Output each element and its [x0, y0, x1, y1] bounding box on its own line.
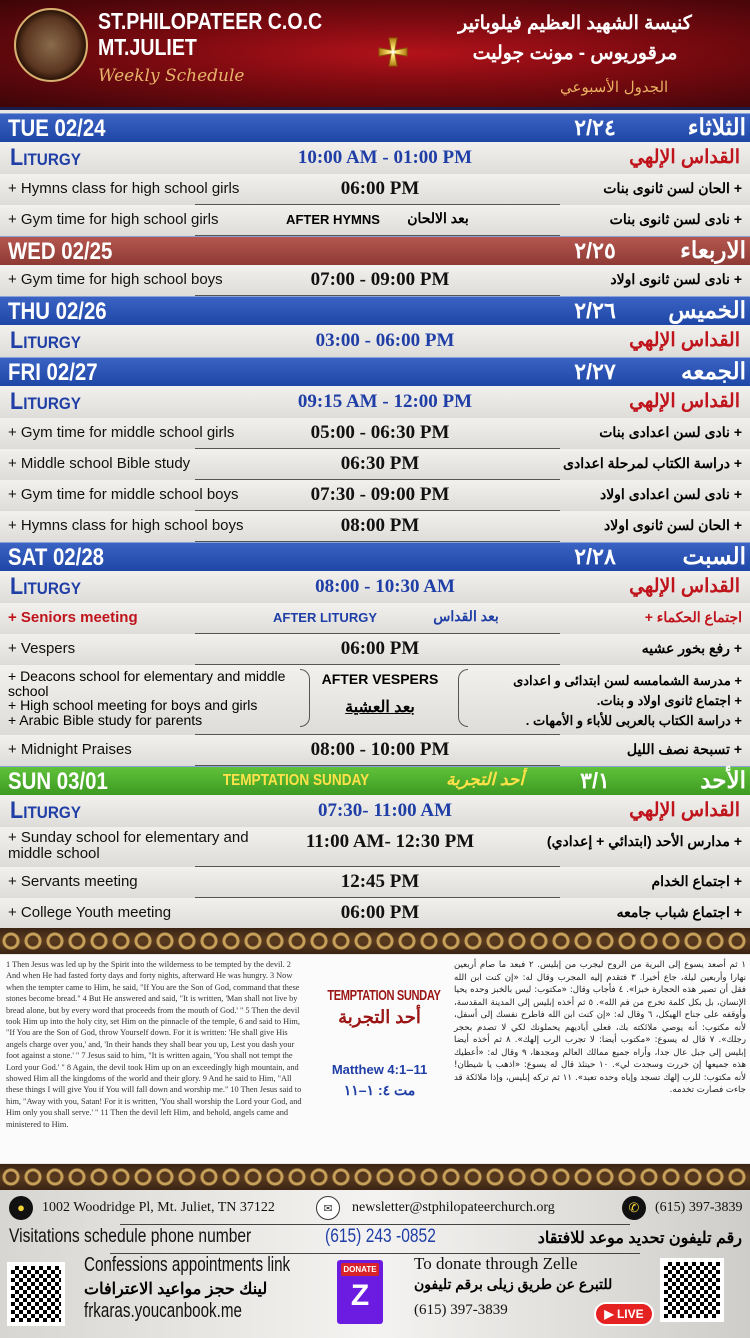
- email-link[interactable]: newsletter@stphilopateerchurch.org: [352, 1200, 555, 1215]
- visitations-label-ar: رقم تليفون تحديد موعد للافتقاد: [537, 1230, 742, 1247]
- event-row: [0, 665, 750, 735]
- day-header: [0, 296, 750, 325]
- brace-left: [458, 669, 468, 727]
- event-timing-ar: بعد العشية: [345, 699, 415, 716]
- event-name-ar: + نادى لسن اعدادى اولاد: [599, 486, 742, 502]
- event-name-ar: + نادى لسن اعدادى بنات: [599, 424, 742, 440]
- event-time: 06:30 PM: [340, 453, 420, 474]
- event-name-ar: + مدرسة الشمامسه لسن ابتدائى و اعدادى: [513, 673, 742, 688]
- day-date-en: SUN 03/01: [8, 768, 108, 795]
- event-name: + Middle school Bible study: [8, 455, 191, 472]
- event-name: + Gym time for middle school girls: [8, 424, 235, 441]
- brace-right: [300, 669, 310, 727]
- donate-badge: DONATE: [341, 1263, 379, 1276]
- day-date-ar: ٢/٢٦: [574, 298, 616, 323]
- liturgy-row: [0, 571, 750, 603]
- event-row: [0, 480, 750, 511]
- event-timing-en: AFTER LITURGY: [273, 610, 377, 625]
- event-time: 08:00 PM: [340, 515, 420, 536]
- day-name-ar: الاربعاء: [680, 237, 746, 263]
- location-pin-icon: ●: [9, 1196, 33, 1220]
- day-date-ar: ٢/٢٧: [574, 359, 616, 384]
- zelle-icon: Z: [350, 1279, 370, 1312]
- event-time: 06:00 PM: [340, 638, 420, 659]
- visitations-phone[interactable]: (615) 243 -0852: [325, 1226, 436, 1247]
- liturgy-row: [0, 386, 750, 418]
- event-name: + Hymns class for high school boys: [8, 517, 244, 534]
- day-date-ar: ٢/٢٥: [574, 238, 616, 263]
- day-date-en: THU 02/26: [8, 298, 107, 325]
- event-row: [0, 265, 750, 296]
- weekly-schedule-title-ar: الجدول الأسبوعي: [560, 78, 669, 96]
- church-logo: [14, 8, 88, 82]
- day-name-ar: الأحد: [700, 767, 746, 793]
- event-name: + Gym time for middle school boys: [8, 486, 239, 503]
- event-time: 06:00 PM: [340, 178, 420, 199]
- event-timing-ar: بعد القداس: [433, 608, 499, 624]
- event-name-ar: + الحان لسن ثانوى اولاد: [603, 517, 742, 533]
- event-name: + Gym time for high school girls: [8, 211, 219, 228]
- liturgy-row: [0, 325, 750, 357]
- event-time: 11:00 AM- 12:30 PM: [305, 831, 475, 852]
- confessions-qr-code[interactable]: [7, 1262, 65, 1326]
- divider: [120, 1224, 630, 1225]
- day-date-en: TUE 02/24: [8, 115, 106, 142]
- confessions-label-ar: لينك حجز مواعيد الاعترافات: [84, 1281, 268, 1298]
- header-banner: [0, 0, 750, 110]
- event-name: + Servants meeting: [8, 873, 138, 890]
- day-date-ar: ٣/١: [580, 768, 610, 793]
- day-date-en: FRI 02/27: [8, 359, 98, 386]
- gospel-reference-ar: مت ٤: ١–١١: [343, 1082, 416, 1098]
- day-name-ar: الخميس: [668, 297, 746, 323]
- zelle-donate-button[interactable]: [337, 1260, 383, 1324]
- weekly-schedule-title-en: Weekly Schedule: [98, 66, 245, 86]
- event-time: 07:30 - 09:00 PM: [310, 484, 450, 505]
- event-name: + Hymns class for high school girls: [8, 180, 240, 197]
- church-location-ar: مرقوريوس - مونت جوليت: [472, 43, 678, 64]
- event-name: + Sunday school for elementary and middle school: [8, 829, 249, 862]
- event-row: [0, 634, 750, 665]
- day-name-ar: الجمعه: [681, 358, 746, 384]
- event-name: + High school meeting for boys and girls: [8, 697, 258, 713]
- event-time: 08:00 - 10:00 PM: [310, 739, 450, 760]
- church-location-en: MT.JULIET: [98, 34, 197, 60]
- event-name: + Gym time for high school boys: [8, 271, 223, 288]
- event-name-ar: + نادى لسن ثانوى اولاد: [610, 271, 742, 287]
- event-name: + Deacons school for elementary and middle school: [8, 668, 286, 699]
- liturgy-time: 07:30- 11:00 AM: [317, 800, 453, 821]
- event-row: [0, 735, 750, 766]
- day-header: [0, 542, 750, 571]
- event-name: + Seniors meeting: [8, 609, 138, 626]
- event-name-ar: + دراسة الكتاب لمرحلة اعدادى: [563, 455, 742, 471]
- event-name: + Vespers: [8, 640, 76, 657]
- day-name-ar: الثلاثاء: [687, 114, 746, 140]
- event-group-ar: [513, 671, 742, 731]
- email-icon: ✉: [316, 1196, 340, 1220]
- coptic-cross-icon: [368, 28, 418, 78]
- day-header: [0, 113, 750, 142]
- liturgy-row: [0, 142, 750, 174]
- liturgy-label: Liturgy: [10, 144, 82, 171]
- day-date-en: SAT 02/28: [8, 544, 105, 571]
- liturgy-time: 10:00 AM - 01:00 PM: [297, 147, 473, 168]
- play-icon: ▶: [604, 1307, 617, 1321]
- day-date-ar: ٢/٢٨: [574, 544, 616, 569]
- liturgy-time: 03:00 - 06:00 PM: [315, 330, 455, 351]
- day-header: [0, 236, 750, 265]
- event-time: 05:00 - 06:30 PM: [310, 422, 450, 443]
- liturgy-label-ar: القداس الإلهي: [629, 391, 740, 412]
- live-streaming-button[interactable]: [594, 1302, 654, 1326]
- event-name-ar: اجتماع الحكماء +: [644, 609, 742, 625]
- day-header: [0, 357, 750, 386]
- event-row: [0, 205, 750, 236]
- event-row: [0, 827, 750, 867]
- gospel-title-en: TEMPTATION SUNDAY: [327, 987, 441, 1004]
- event-timing-ar: بعد الالحان: [407, 210, 469, 226]
- event-name: + Midnight Praises: [8, 741, 132, 758]
- event-time: 12:45 PM: [340, 871, 420, 892]
- event-name-ar: + نادى لسن ثانوى بنات: [609, 211, 742, 227]
- liturgy-time: 09:15 AM - 12:00 PM: [297, 391, 473, 412]
- event-name: + College Youth meeting: [8, 904, 172, 921]
- occasion-ar: أحد التجربة: [445, 770, 525, 789]
- event-group-en: [8, 669, 300, 727]
- event-row: [0, 418, 750, 449]
- ornamental-border: [0, 1164, 750, 1190]
- visitations-label: Visitations schedule phone number: [9, 1226, 252, 1247]
- gospel-text-en: 1 Then Jesus was led up by the Spirit into the wilderness to be tempted by the devil. 2 And when He had fasted forty days and forty nights, afterward He was hungry. 3 Now when the tempter came to Him, he said, "If You are the Son of God, command that these stones become bread." 4 But He answered and said, "It is written, 'Man shall not live by bread alone, but by every word that proceeds from the mouth of God.' " 5 Then the devil took Him up into the holy city, set Him on the pinnacle of the temple, 6 and said to Him, "If You are the Son of God, throw Yourself down. For it is written: 'He shall give His angels charge over you,' and, 'In their hands they shall bear you up, Lest you dash your foot against a stone.' " 7 Jesus said to him, "It is written again, 'You shall not tempt the Lord your God.' " 8 Again, the devil took Him up on an exceedingly high mountain, and showed Him all the kingdoms of the world and their glory. 9 And he said to Him, "All these things I will give You if You will fall down and worship me." 10 Then Jesus said to him, "Away with you, Satan! For it is written, 'You shall worship the Lord your God, and Him only you shall serve.' " 11 Then the devil left Him, and behold, angels came and ministered to Him.: [6, 960, 302, 1129]
- event-row: [0, 867, 750, 898]
- day-header: [0, 766, 750, 795]
- liturgy-label-ar: القداس الإلهي: [629, 800, 740, 821]
- event-name-ar: + اجتماع شباب جامعه: [616, 904, 742, 920]
- weekly-schedule: [0, 113, 750, 929]
- donate-label: To donate through Zelle: [414, 1254, 578, 1273]
- liturgy-label-ar: القداس الإلهي: [629, 576, 740, 597]
- gospel-text-ar: ١ ثم أصعد يسوع إلى البرية من الروح ليجرب من إبليس. ٢ فبعد ما صام أربعين نهارا وأربعين ليلة، جاع أخيرا. ٣ فتقدم إليه المجرب وقال له: «إن كنت ابن الله فقل أن تصير هذه الحجارة خبزا». ٤ فأجاب وقال: «مكتوب: ليس بالخبز وحده يحيا الإنسان، بل بكل كلمة تخرج من فم الله». ٥ ثم أخذه إبليس إلى المدينة المقدسة، وأوقفه على جناح الهيكل، ٦ وقال له: «إن كنت ابن الله فاطرح نفسك إلى أسفل، لأنه مكتوب: أنه يوصي ملائكته بك، فعلى أياديهم يحملونك لكي لا تصدم بحجر رجلك». ٧ قال له يسوع: «مكتوب أيضا: لا تجرب الرب إلهك». ٨ ثم أخذه أيضا إبليس إلى جبل عال جدا، وأراه جميع ممالك العالم ومجدها، ٩ وقال له: «أعطيك هذه جميعها إن خررت وسجدت لي». ١٠ حينئذ قال له يسوع: «اذهب يا شيطان! لأنه مكتوب: للرب إلهك تسجد وإياه وحده تعبد». ١١ ثم تركه إبليس، وإذا ملائكة قد جاءت فصارت تخدمه.: [454, 960, 746, 1095]
- event-time: 07:00 - 09:00 PM: [310, 269, 450, 290]
- event-name-ar: + تسبحة نصف الليل: [626, 741, 742, 757]
- confessions-link[interactable]: frkaras.youcanbook.me: [84, 1300, 242, 1322]
- event-name-ar: + دراسة الكتاب بالعربى للأباء و الأمهات .: [525, 713, 742, 728]
- confessions-label: Confessions appointments link: [84, 1254, 291, 1276]
- liturgy-label: Liturgy: [10, 797, 82, 824]
- event-row: [0, 511, 750, 542]
- event-name-ar: + رفع بخور عشيه: [641, 640, 742, 656]
- event-time: 06:00 PM: [340, 902, 420, 923]
- event-name-ar: + اجتماع الخدام: [651, 873, 742, 889]
- event-name-ar: + اجتماع ثانوى اولاد و بنات.: [596, 693, 742, 708]
- occasion-en: TEMPTATION SUNDAY: [222, 772, 370, 789]
- ornamental-border: [0, 928, 750, 954]
- phone-icon: ✆: [622, 1196, 646, 1220]
- donate-qr-code[interactable]: [660, 1258, 724, 1322]
- footer: [0, 1190, 750, 1338]
- gospel-reference-en: Matthew 4:1–11: [331, 1062, 428, 1077]
- day-date-en: WED 02/25: [8, 238, 113, 265]
- event-row: [0, 603, 750, 634]
- event-row: [0, 449, 750, 480]
- church-name-en: ST.PHILOPATEER C.O.C: [98, 8, 323, 34]
- address: 1002 Woodridge Pl, Mt. Juliet, TN 37122: [42, 1200, 275, 1215]
- liturgy-time: 08:00 - 10:30 AM: [315, 576, 455, 597]
- event-row: [0, 174, 750, 205]
- gospel-title-ar: أحد التجربة: [338, 1007, 421, 1027]
- liturgy-label: Liturgy: [10, 388, 82, 415]
- event-row: [0, 898, 750, 929]
- liturgy-label-ar: القداس الإلهي: [629, 330, 740, 351]
- liturgy-label-ar: القداس الإلهي: [629, 147, 740, 168]
- event-timing-en: AFTER VESPERS: [321, 671, 439, 687]
- live-label: LIVE: [616, 1307, 644, 1321]
- event-name-ar: + الحان لسن ثانوى بنات: [603, 180, 742, 196]
- event-timing-en: AFTER HYMNS: [286, 212, 380, 227]
- donate-label-ar: للتبرع عن طريق زيلى برقم تليفون: [414, 1276, 613, 1292]
- donate-phone[interactable]: (615) 397-3839: [414, 1302, 508, 1318]
- liturgy-label: Liturgy: [10, 327, 82, 354]
- event-name-ar: + مدارس الأحد (ابتدائي + إعدادي): [546, 833, 742, 849]
- day-date-ar: ٢/٢٤: [574, 115, 616, 140]
- phone-number[interactable]: (615) 397-3839: [655, 1200, 743, 1215]
- church-name-ar: كنيسة الشهيد العظيم فيلوباتير: [458, 13, 692, 34]
- gospel-reading: [0, 955, 750, 1163]
- liturgy-label: Liturgy: [10, 573, 82, 600]
- liturgy-row: [0, 795, 750, 827]
- day-name-ar: السبت: [682, 543, 746, 569]
- event-name: + Arabic Bible study for parents: [8, 711, 203, 728]
